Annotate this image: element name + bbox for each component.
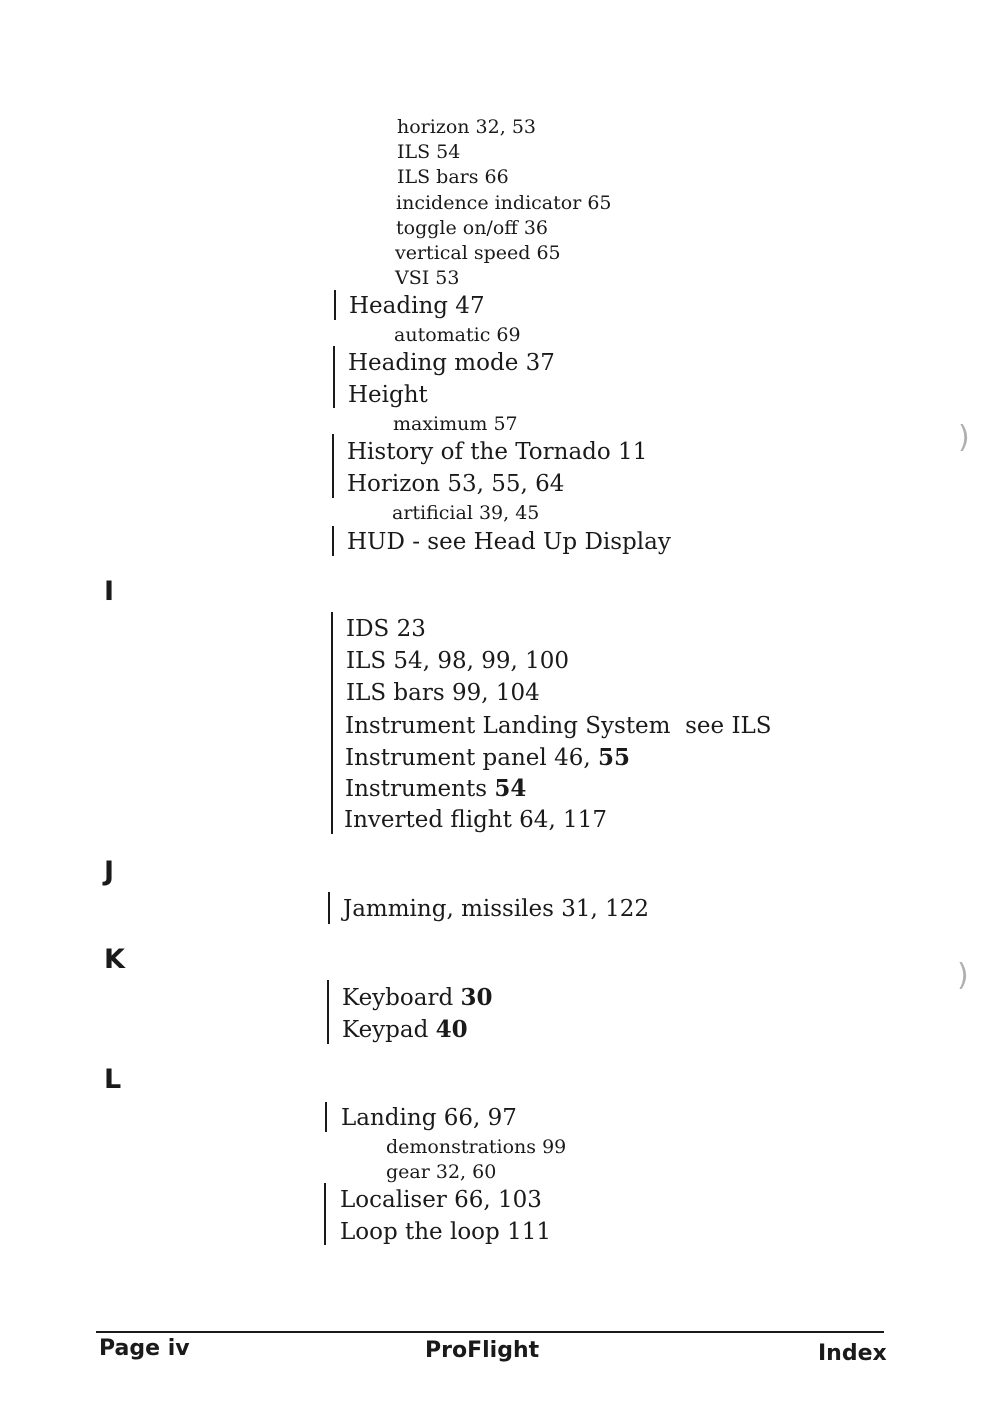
index-subentry: demonstrations 99 — [386, 1136, 567, 1158]
change-bar — [325, 1102, 327, 1132]
margin-mark: ) — [958, 420, 970, 455]
index-entry: Horizon 53, 55, 64 — [347, 471, 565, 497]
index-entry: Instrument Landing System see ILS — [345, 713, 772, 739]
index-subentry: ILS bars 66 — [397, 166, 509, 188]
index-subentry: horizon 32, 53 — [397, 116, 536, 138]
index-entry: ILS bars 99, 104 — [346, 680, 540, 706]
index-entry: Heading 47 — [349, 293, 485, 319]
change-bar — [324, 1183, 326, 1245]
index-entry: ILS 54, 98, 99, 100 — [346, 648, 569, 674]
change-bar — [332, 434, 334, 498]
change-bar — [328, 892, 330, 924]
index-subentry: maximum 57 — [393, 413, 518, 435]
index-entry: HUD - see Head Up Display — [347, 529, 671, 555]
index-entry — [342, 1016, 468, 1043]
index-entry — [345, 744, 630, 771]
entry-bold-page: 54 — [494, 775, 527, 802]
footer-title: ProFlight — [425, 1338, 540, 1363]
index-subentry: toggle on/off 36 — [396, 217, 548, 239]
change-bar — [332, 526, 334, 556]
entry-bold-page: 55 — [597, 744, 630, 771]
section-letter-l: L — [104, 1064, 122, 1095]
margin-mark: ) — [957, 958, 969, 993]
index-subentry: VSI 53 — [395, 267, 460, 289]
index-entry: Heading mode 37 — [348, 350, 555, 376]
index-subentry: incidence indicator 65 — [396, 192, 612, 214]
change-bar — [331, 612, 333, 834]
change-bar — [334, 290, 336, 320]
entry-text: Keyboard — [342, 985, 461, 1011]
entry-bold-page: 30 — [460, 984, 493, 1011]
section-letter-i: I — [104, 576, 115, 607]
section-letter-j: J — [104, 856, 115, 887]
index-entry: Height — [348, 382, 428, 408]
footer-rule — [96, 1331, 884, 1333]
change-bar — [327, 980, 329, 1044]
index-subentry: vertical speed 65 — [395, 242, 561, 264]
entry-bold-page: 40 — [435, 1016, 468, 1043]
entry-text: Instruments — [345, 776, 495, 802]
change-bar — [333, 346, 335, 408]
footer-page-number: Page iv — [99, 1336, 190, 1361]
index-subentry: ILS 54 — [397, 141, 461, 163]
index-entry — [342, 984, 493, 1011]
section-letter-k: K — [104, 944, 125, 975]
index-entry: Inverted flight 64, 117 — [344, 807, 607, 833]
index-entry: Localiser 66, 103 — [340, 1187, 542, 1213]
entry-text: Instrument panel 46, — [345, 745, 598, 771]
index-entry: IDS 23 — [346, 616, 426, 642]
index-entry: Jamming, missiles 31, 122 — [343, 896, 650, 922]
index-entry: History of the Tornado 11 — [347, 439, 648, 465]
entry-text: Keypad — [342, 1017, 436, 1043]
index-subentry: gear 32, 60 — [386, 1161, 497, 1183]
index-subentry: automatic 69 — [394, 324, 521, 346]
index-entry: Landing 66, 97 — [341, 1105, 517, 1131]
index-entry: Loop the loop 111 — [340, 1219, 551, 1245]
footer-section: Index — [818, 1341, 887, 1366]
index-entry — [345, 775, 526, 802]
index-subentry: artificial 39, 45 — [392, 502, 540, 524]
